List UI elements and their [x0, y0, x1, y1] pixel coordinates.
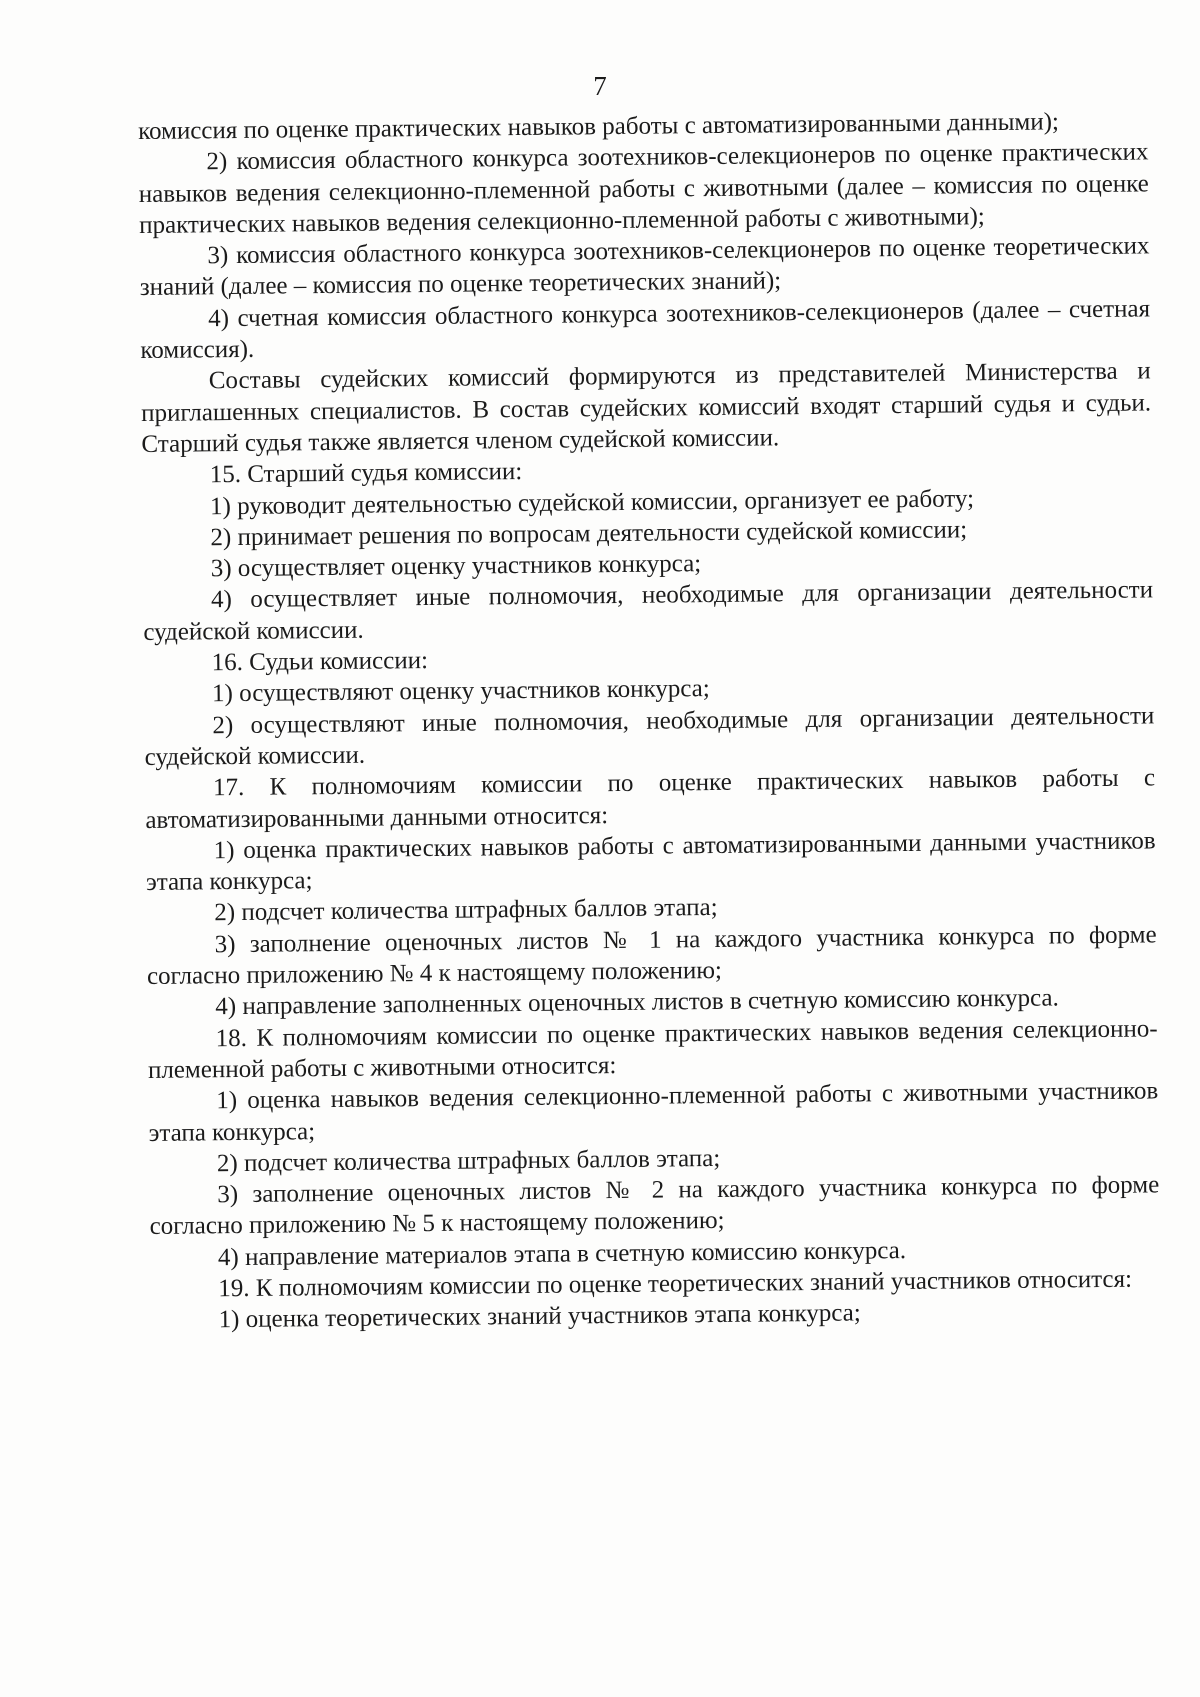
paragraph-commission-2: 2) комиссия областного конкурса зоотехников-селекционеров по оценке практических навыков ведения селекционно-племенной работы с животными (далее – комиссия по оценке практических навыков ведения селекционно-племенной работы с животными);: [138, 138, 1149, 239]
paragraph-18-item-4: 4) направление материалов этапа в счетную комиссию конкурса.: [217, 1236, 907, 1271]
paragraph-17-item-1: 1) оценка практических навыков работы с автоматизированными данными участников этапа конкурса;: [145, 827, 1156, 897]
paragraph-17-item-3: 3) заполнение оценочных листов № 1 на каждого участника конкурса по форме согласно приложению № 4 к настоящему положению;: [146, 921, 1157, 990]
page-number: 7: [593, 71, 607, 101]
paragraph-commission-continuation: комиссия по оценке практических навыков работы с автоматизированными данными);: [138, 108, 1060, 145]
paragraph-15-item-1: 1) руководит деятельностью судейской комиссии, организует ее работу;: [209, 484, 975, 520]
paragraph-18-item-3: 3) заполнение оценочных листов № 2 на каждого участника конкурса по форме согласно приложению № 5 к настоящему положению;: [149, 1171, 1160, 1241]
paragraph-commission-composition: Составы судейских комиссий формируются из представителей Министерства и приглашенных специалистов. В состав судейских комиссий входят старший судья и судьи. Старший судья также является членом судейской комиссии.: [140, 357, 1152, 458]
paragraph-17-item-4: 4) направление заполненных оценочных листов в счетную комиссию конкурса.: [215, 984, 1059, 1021]
paragraph-19-item-1: 1) оценка теоретических знаний участников этапа конкурса;: [218, 1299, 861, 1334]
paragraph-section-15: 15. Старший судья комиссии:: [209, 458, 523, 489]
paragraph-18-item-1: 1) оценка навыков ведения селекционно-племенной работы с животными участников этапа конкурса;: [148, 1077, 1159, 1147]
paragraph-18-item-2: 2) подсчет количества штрафных баллов этапа;: [216, 1144, 721, 1178]
paragraph-commission-3: 3) комиссия областного конкурса зоотехников-селекционеров по оценке теоретических знаний (далее – комиссия по оценке теоретических знаний);: [139, 232, 1150, 302]
document-body: [138, 105, 1161, 1336]
paragraph-section-16: 16. Судьи комиссии:: [211, 647, 429, 677]
paragraph-16-item-1: 1) осуществляют оценку участников конкурса;: [211, 675, 710, 708]
paragraph-15-item-2: 2) принимает решения по вопросам деятельности судейской комиссии;: [210, 516, 968, 552]
paragraph-section-19: 19. К полномочиям комиссии по оценке теоретических знаний участников относится:: [218, 1265, 1133, 1303]
paragraph-15-item-4: 4) осуществляет иные полномочия, необходимые для организации деятельности судейской комиссии.: [143, 576, 1154, 646]
paragraph-section-17: 17. К полномочиям комиссии по оценке практических навыков работы с автоматизированными данными относится:: [145, 764, 1156, 834]
paragraph-commission-4: 4) счетная комиссия областного конкурса зоотехников-селекционеров (далее – счетная комиссия).: [140, 295, 1151, 365]
paragraph-17-item-2: 2) подсчет количества штрафных баллов этапа;: [214, 894, 718, 927]
paragraph-section-18: 18. К полномочиям комиссии по оценке практических навыков ведения селекционно-племенной работы с животными относится:: [147, 1014, 1158, 1084]
paragraph-16-item-2: 2) осуществляют иные полномочия, необходимые для организации деятельности судейской комиссии.: [144, 702, 1155, 771]
paragraph-15-item-3: 3) осуществляет оценку участников конкурса;: [210, 550, 702, 583]
